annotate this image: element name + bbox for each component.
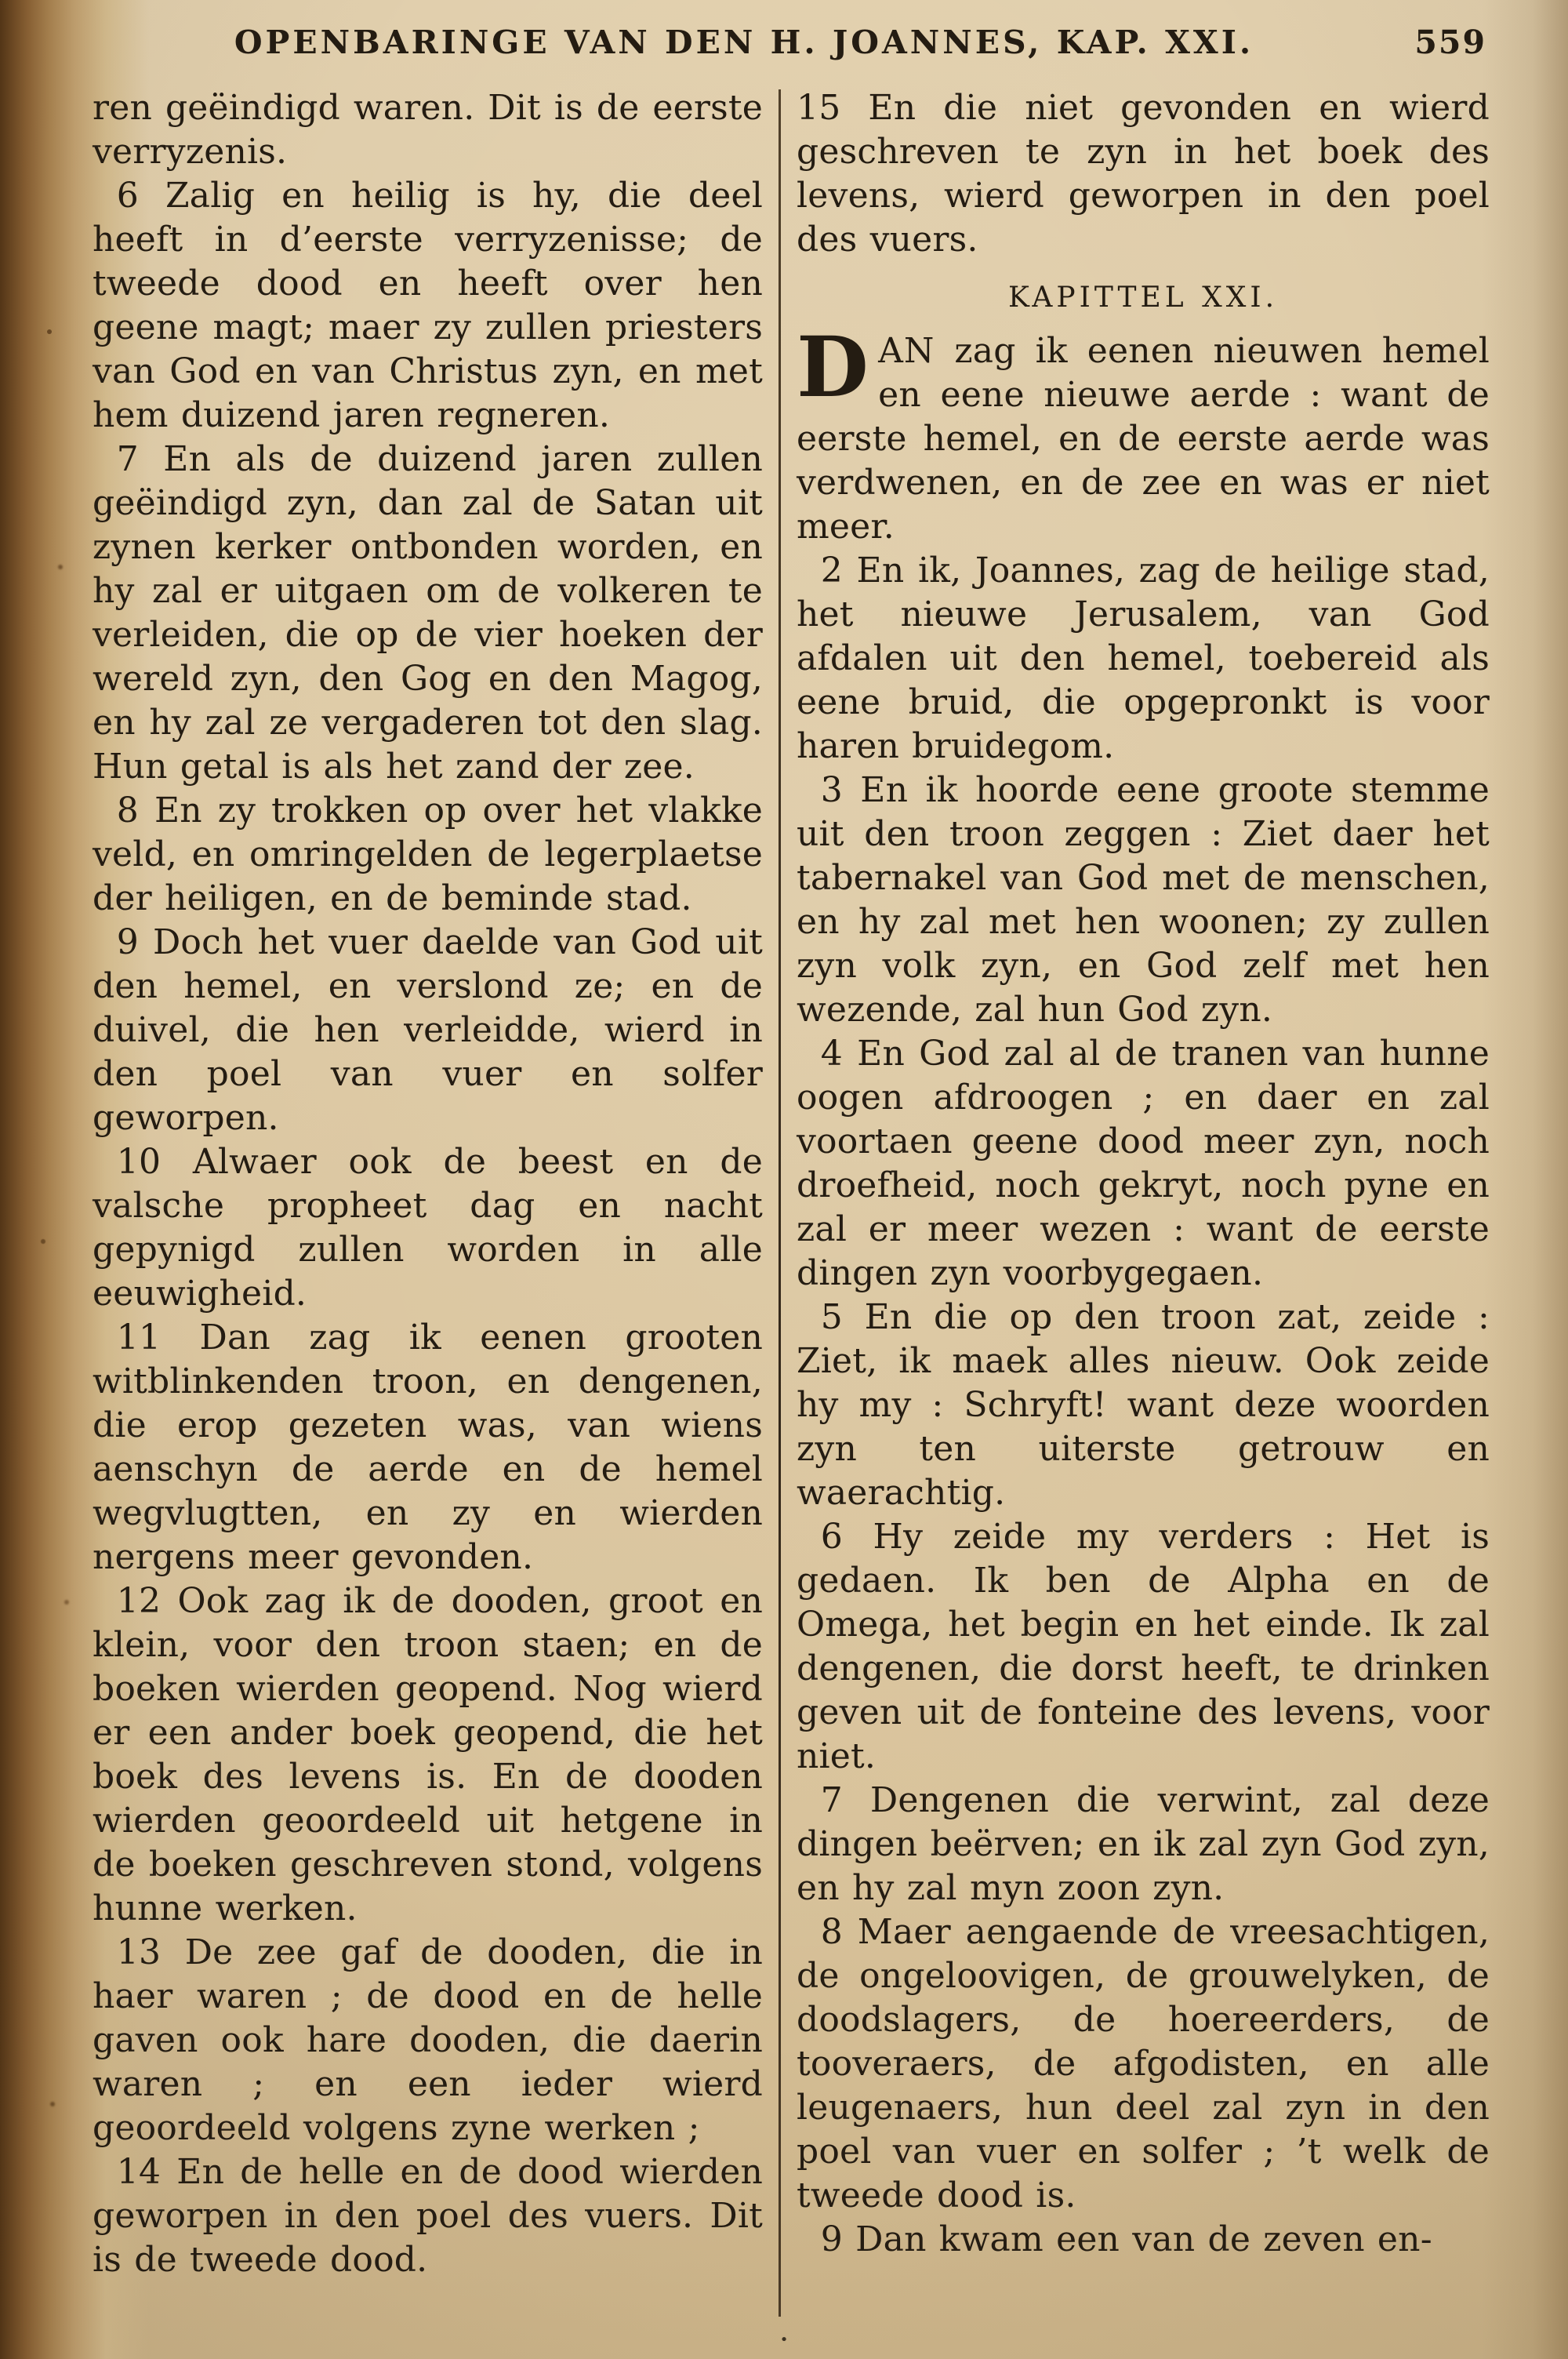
printers-mark: • xyxy=(779,2332,789,2348)
column-divider xyxy=(779,89,781,2317)
verse-paragraph: 8 Maer aengaende de vreesachtigen, de ongeloovigen, de grouwelyken, de doodslagers, de hoereerders, de tooveraers, de afgodisten, en alle leugenaers, hun deel zal zyn in den poel van vuer en solfer ; ’t welk de tweede dood is. xyxy=(797,1912,1490,2215)
verse-paragraph: 14 En de helle en de dood wierden geworpen in den poel des vuers. Dit is de tweede dood. xyxy=(93,2152,763,2280)
page-header xyxy=(93,24,1490,69)
verse-paragraph: 7 Dengenen die verwint, zal deze dingen beërven; en ik zal zyn God zyn, en hy zal myn zoon zyn. xyxy=(797,1780,1490,1908)
verse-paragraph: 7 En als de duizend jaren zullen geëindigd zyn, dan zal de Satan uit zynen kerker ontbonden worden, en hy zal er uitgaen om de volkeren te verleiden, die op de vier hoeken der wereld zyn, den Gog en den Magog, en hy zal ze vergaderen tot den slag. Hun getal is als het zand der zee. xyxy=(93,439,763,787)
verse-paragraph: 3 En ik hoorde eene groote stemme uit den troon zeggen : Ziet daer het tabernakel van God met de menschen, en hy zal met hen woonen; zy zullen zyn volk zyn, en God zelf met hen wezende, zal hun God zyn. xyxy=(797,770,1490,1030)
left-column xyxy=(93,86,763,2317)
page-number: 559 xyxy=(1414,24,1486,61)
verse-paragraph: 11 Dan zag ik eenen grooten witblinkenden troon, en dengenen, die erop gezeten was, van wiens aenschyn de aerde en de hemel wegvlugtten, en zy en wierden nergens meer gevonden. xyxy=(93,1318,763,1577)
running-title: OPENBARINGE VAN DEN H. JOANNES, KAP. XXI. xyxy=(234,24,1254,61)
verse-paragraph: 6 Zalig en heilig is hy, die deel heeft in d’eerste verryzenisse; de tweede dood en heeft over hen geene magt; maer zy zullen priesters van God en van Christus zyn, en met hem duizend jaren regneren. xyxy=(93,176,763,435)
verse-paragraph: ren geëindigd waren. Dit is de eerste verryzenis. xyxy=(93,88,763,172)
drop-cap-lead: AN xyxy=(878,331,935,371)
verse-paragraph: 6 Hy zeide my verders : Het is gedaen. Ik ben de Alpha en de Omega, het begin en het einde. Ik zal dengenen, die dorst heeft, te drinken geven uit de fonteine des levens, voor niet. xyxy=(797,1517,1490,1776)
verse-paragraph: 12 Ook zag ik de dooden, groot en klein, voor den troon staen; en de boeken wierden geopend. Nog wierd er een ander boek geopend, die het boek des levens is. En de dooden wierden geoordeeld uit hetgene in de boeken geschreven stond, volgens hunne werken. xyxy=(93,1581,763,1928)
verse-paragraph: 10 Alwaer ook de beest en de valsche propheet dag en nacht gepynigd zullen worden in alle eeuwigheid. xyxy=(93,1142,763,1314)
paper-foxing-specks xyxy=(47,329,52,334)
drop-cap-letter: D xyxy=(797,318,869,416)
verse-paragraph: 15 En die niet gevonden en wierd geschreven te zyn in het boek des levens, wierd geworpen in den poel des vuers. xyxy=(797,88,1490,260)
verse-paragraph: 9 Doch het vuer daelde van God uit den hemel, en verslond ze; en de duivel, die hen verleidde, wierd in den poel van vuer en solfer geworpen. xyxy=(93,922,763,1138)
chapter-heading: KAPITTEL XXI. xyxy=(1007,282,1279,314)
verse-paragraph: 13 De zee gaf de dooden, die in haer waren ; de dood en de helle gaven ook hare dooden, die daerin waren ; en een ieder wierd geoordeeld volgens zyne werken ; xyxy=(93,1932,763,2148)
verse-paragraph: 5 En die op den troon zat, zeide : Ziet, ik maek alles nieuw. Ook zeide hy my : Schryft! want deze woorden zyn ten uiterste getrouw en waerachtig. xyxy=(797,1297,1490,1513)
verse-paragraph: 9 Dan kwam een van de zeven en- xyxy=(820,2219,1432,2259)
text-columns xyxy=(93,86,1490,2317)
verse-paragraph: 8 En zy trokken op over het vlakke veld, en omringelden de legerplaetse der heiligen, en de beminde stad. xyxy=(93,791,763,918)
verse-paragraph: 2 En ik, Joannes, zag de heilige stad, het nieuwe Jerusalem, van God afdalen uit den hemel, toebereid als eene bruid, die opgepronkt is voor haren bruidegom. xyxy=(797,551,1490,766)
verse-text: zag ik eenen nieuwen hemel en eene nieuwe aerde : want de eerste hemel, en de eerste aerde was verdwenen, en de zee en was er niet meer. xyxy=(797,331,1490,547)
right-column xyxy=(797,86,1490,2317)
verse-paragraph-dropcap xyxy=(797,318,1490,549)
verse-paragraph: 4 En God zal al de tranen van hunne oogen afdroogen ; en daer en zal voortaen geene dood meer zyn, noch droefheid, noch gekryt, noch pyne en zal er meer wezen : want de eerste dingen zyn voorbygegaen. xyxy=(797,1034,1490,1293)
